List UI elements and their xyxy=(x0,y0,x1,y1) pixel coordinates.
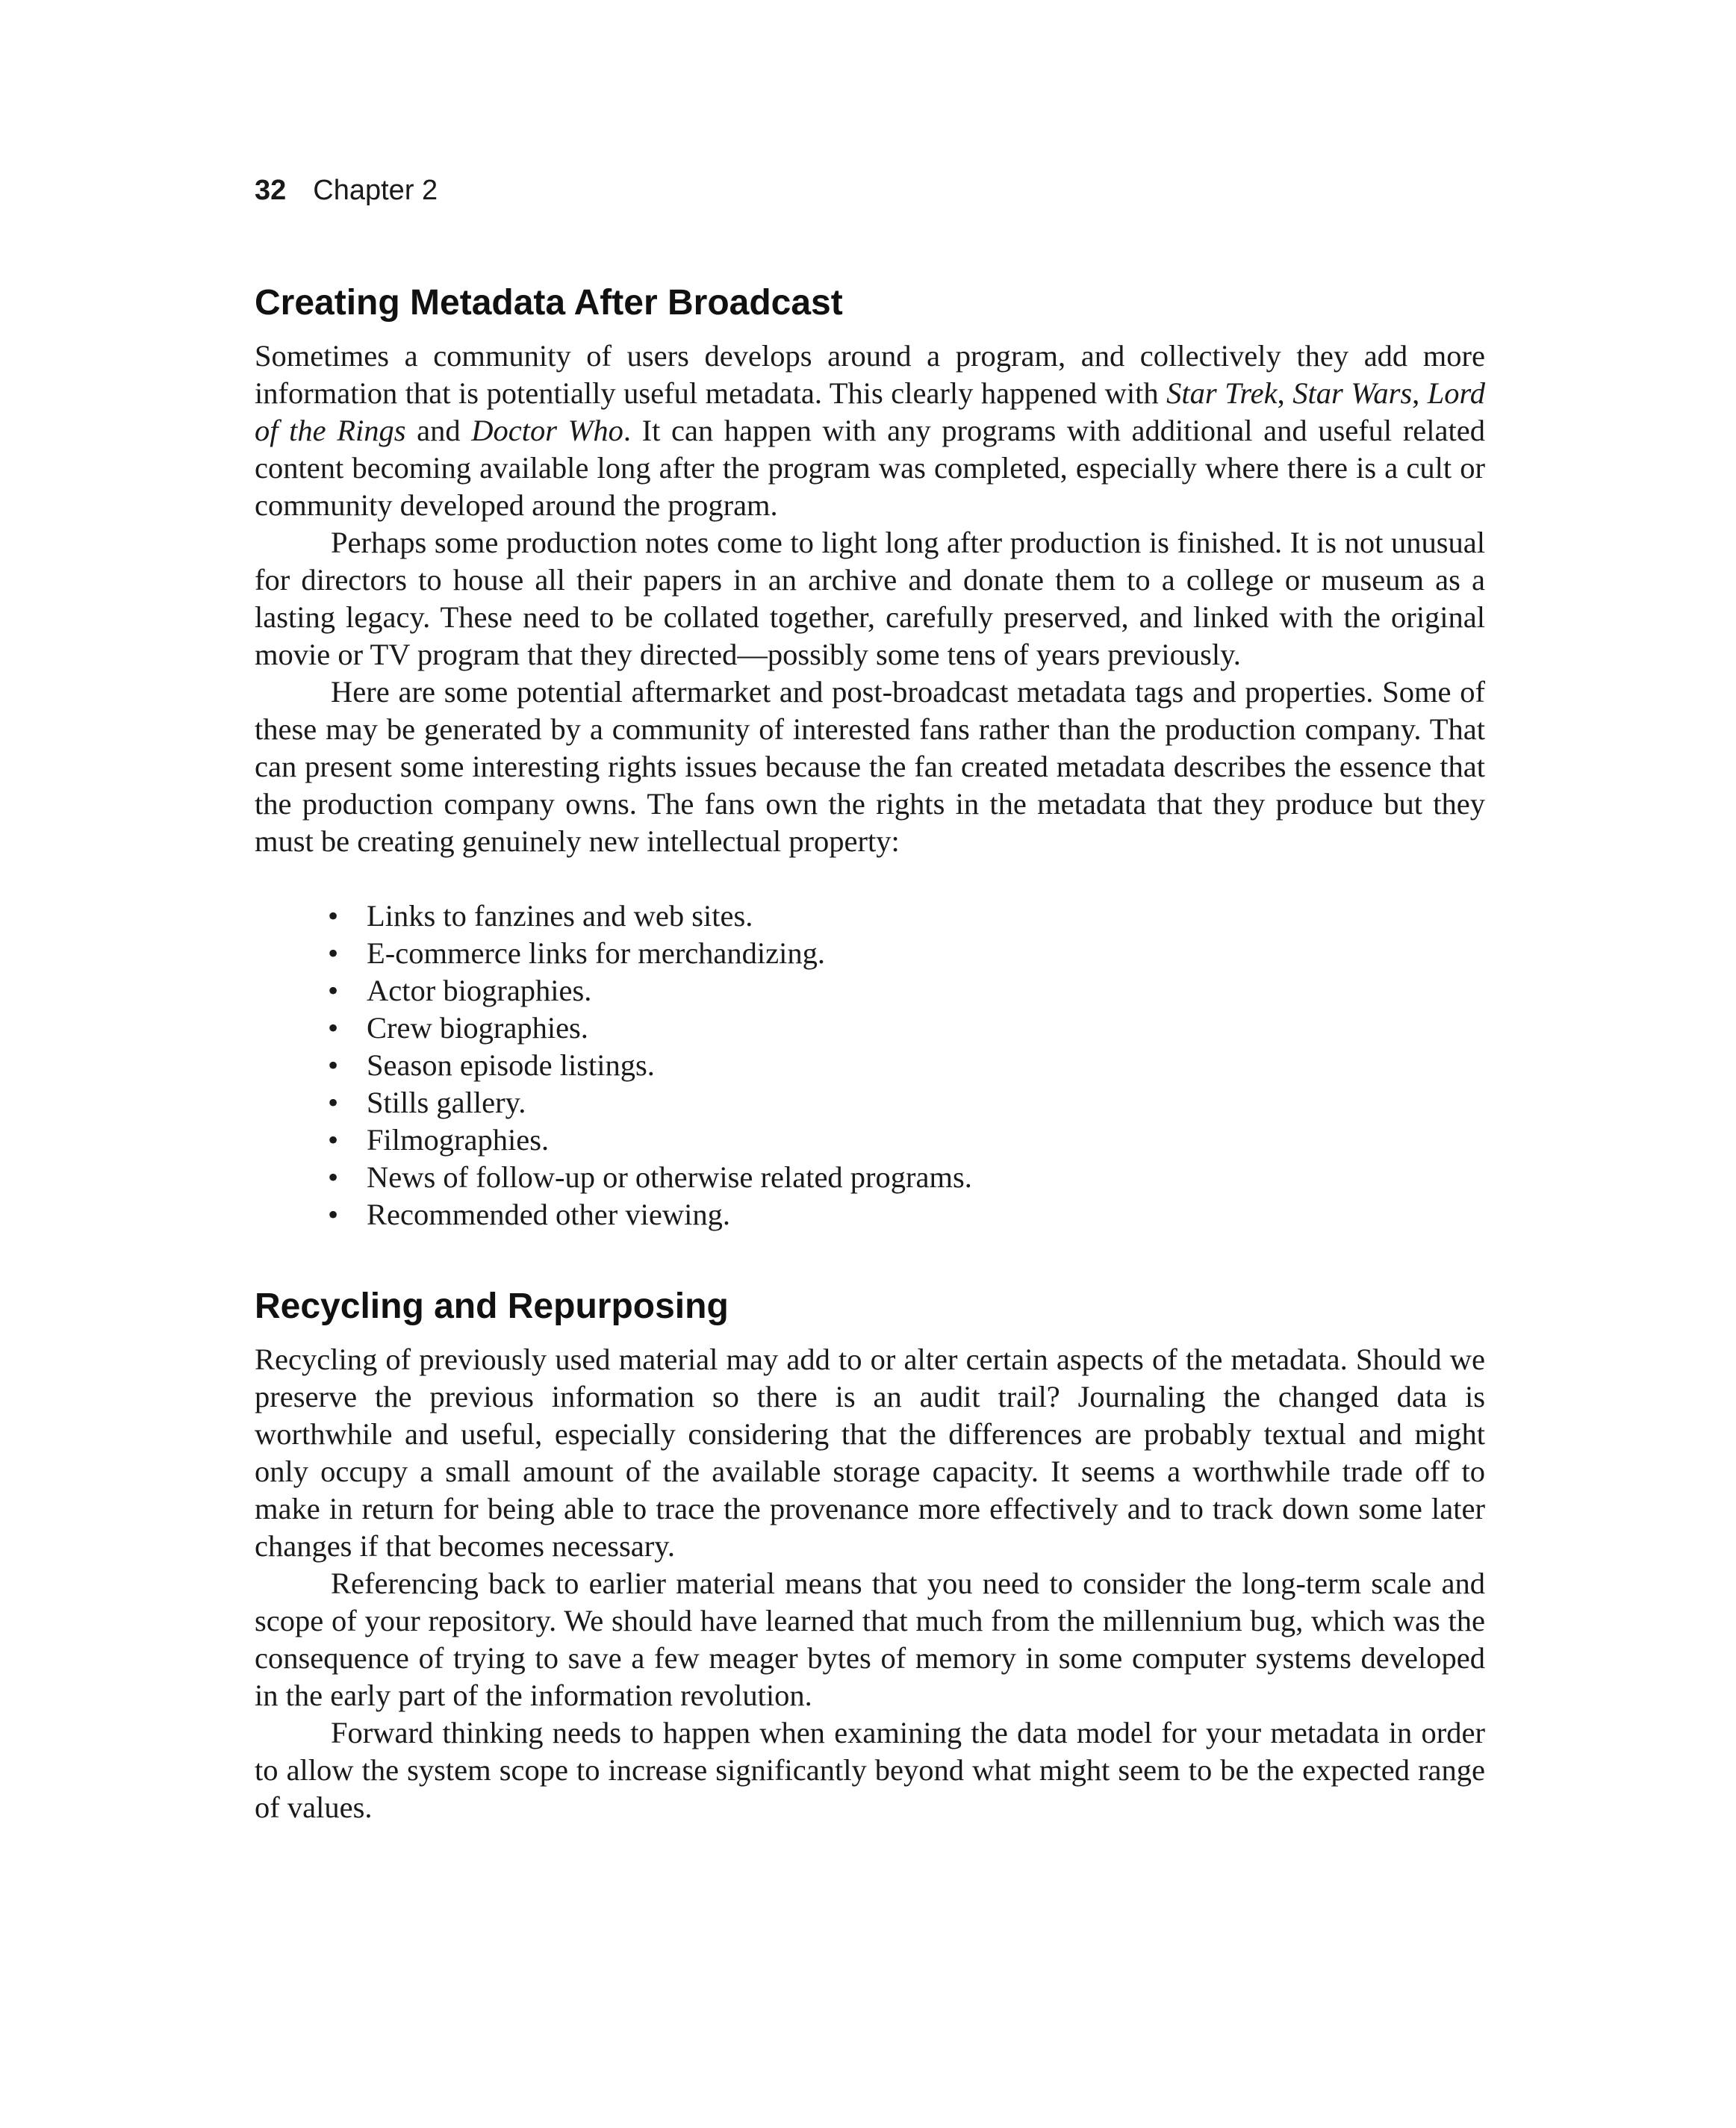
list-item-text: E-commerce links for merchandizing. xyxy=(367,936,826,970)
paragraph: Here are some potential aftermarket and post-broadcast metadata tags and properties. Some of these may be generated by a community of interested fans rather than the production company. That can present some interesting rights issues because the fan created metadata describes the essence that the production company owns. The fans own the rights in the metadata that they produce but they must be creating genuinely new intellectual property: xyxy=(255,675,1485,858)
title-lord-of-the-rings: Lord of the Rings xyxy=(255,376,1486,447)
bullet-icon: • xyxy=(328,899,339,933)
title-star-wars: Star Wars xyxy=(1292,376,1413,410)
paragraph: Forward thinking needs to happen when examining the data model for your metadata in order to allow the system scope to increase significantly beyond what might seem to be the expected range of values. xyxy=(255,1716,1485,1824)
list-item xyxy=(328,1159,1485,1196)
title-doctor-who: Doctor Who xyxy=(471,414,623,447)
list-item-text: Filmographies. xyxy=(367,1123,550,1157)
paragraph xyxy=(255,337,1485,524)
bullet-icon: • xyxy=(328,936,339,970)
bullet-icon: • xyxy=(328,974,339,1007)
paragraph: Recycling of previously used material may add to or alter certain aspects of the metadata. Should we preserve the previous information so there is an audit trail? Journaling the changed data is worthwhile and useful, especially considering that the differences are probably textual and might only occupy a small amount of the available storage capacity. It seems a worthwhile trade off to make in return for being able to trace the provenance more effectively and to track down some later changes if that becomes necessary. xyxy=(255,1343,1485,1563)
list-item xyxy=(328,1121,1485,1159)
bullet-icon: • xyxy=(328,1048,339,1082)
metadata-tag-list xyxy=(255,897,1485,1233)
running-head xyxy=(255,173,438,208)
title-star-trek: Star Trek xyxy=(1166,376,1278,410)
list-item xyxy=(328,897,1485,935)
list-item-text: Actor biographies. xyxy=(367,974,592,1007)
section-heading-creating-metadata: Creating Metadata After Broadcast xyxy=(255,283,843,323)
bullet-icon: • xyxy=(328,1086,339,1119)
list-item-text: Recommended other viewing. xyxy=(367,1198,730,1231)
bullet-icon: • xyxy=(328,1011,339,1045)
paragraph: Perhaps some production notes come to light long after production is finished. It is not unusual for directors to house all their papers in an archive and donate them to a college or museum as a lasting legacy. These need to be collated together, carefully preserved, and linked with the original movie or TV program that they directed—possibly some tens of years previously. xyxy=(255,526,1485,671)
text-run: , xyxy=(1277,376,1293,410)
list-item-text: Stills gallery. xyxy=(367,1086,526,1119)
list-item-text: Season episode listings. xyxy=(367,1048,655,1082)
list-item-text: Crew biographies. xyxy=(367,1011,588,1045)
page-body xyxy=(255,282,1485,1826)
list-item xyxy=(328,1084,1485,1121)
text-run: and xyxy=(405,414,472,447)
chapter-label: Chapter 2 xyxy=(313,175,438,206)
text-run: , xyxy=(1412,376,1428,410)
list-item-text: News of follow-up or otherwise related programs. xyxy=(367,1160,972,1194)
bullet-icon: • xyxy=(328,1160,339,1194)
list-item xyxy=(328,1047,1485,1084)
bullet-icon: • xyxy=(328,1198,339,1231)
list-item-text: Links to fanzines and web sites. xyxy=(367,899,753,933)
list-item xyxy=(328,1009,1485,1047)
list-item xyxy=(328,935,1485,972)
section-heading-recycling: Recycling and Repurposing xyxy=(255,1287,729,1326)
paragraph: Referencing back to earlier material means that you need to consider the long-term scale and scope of your repository. We should have learned that much from the millennium bug, which was the consequence of trying to save a few meager bytes of memory in some computer systems developed in the early part of the information revolution. xyxy=(255,1567,1485,1712)
text-run: Sometimes a community of users develops around a program, and collectively they add more information that is potentially useful metadata. This clearly happened with xyxy=(255,339,1485,410)
list-item xyxy=(328,1196,1485,1233)
bullet-icon: • xyxy=(328,1123,339,1157)
list-item xyxy=(328,972,1485,1009)
text-run: . It can happen with any programs with additional and useful related content becoming available long after the program was completed, especially where there is a cult or community developed around the program. xyxy=(255,414,1485,522)
page-number: 32 xyxy=(255,175,287,206)
